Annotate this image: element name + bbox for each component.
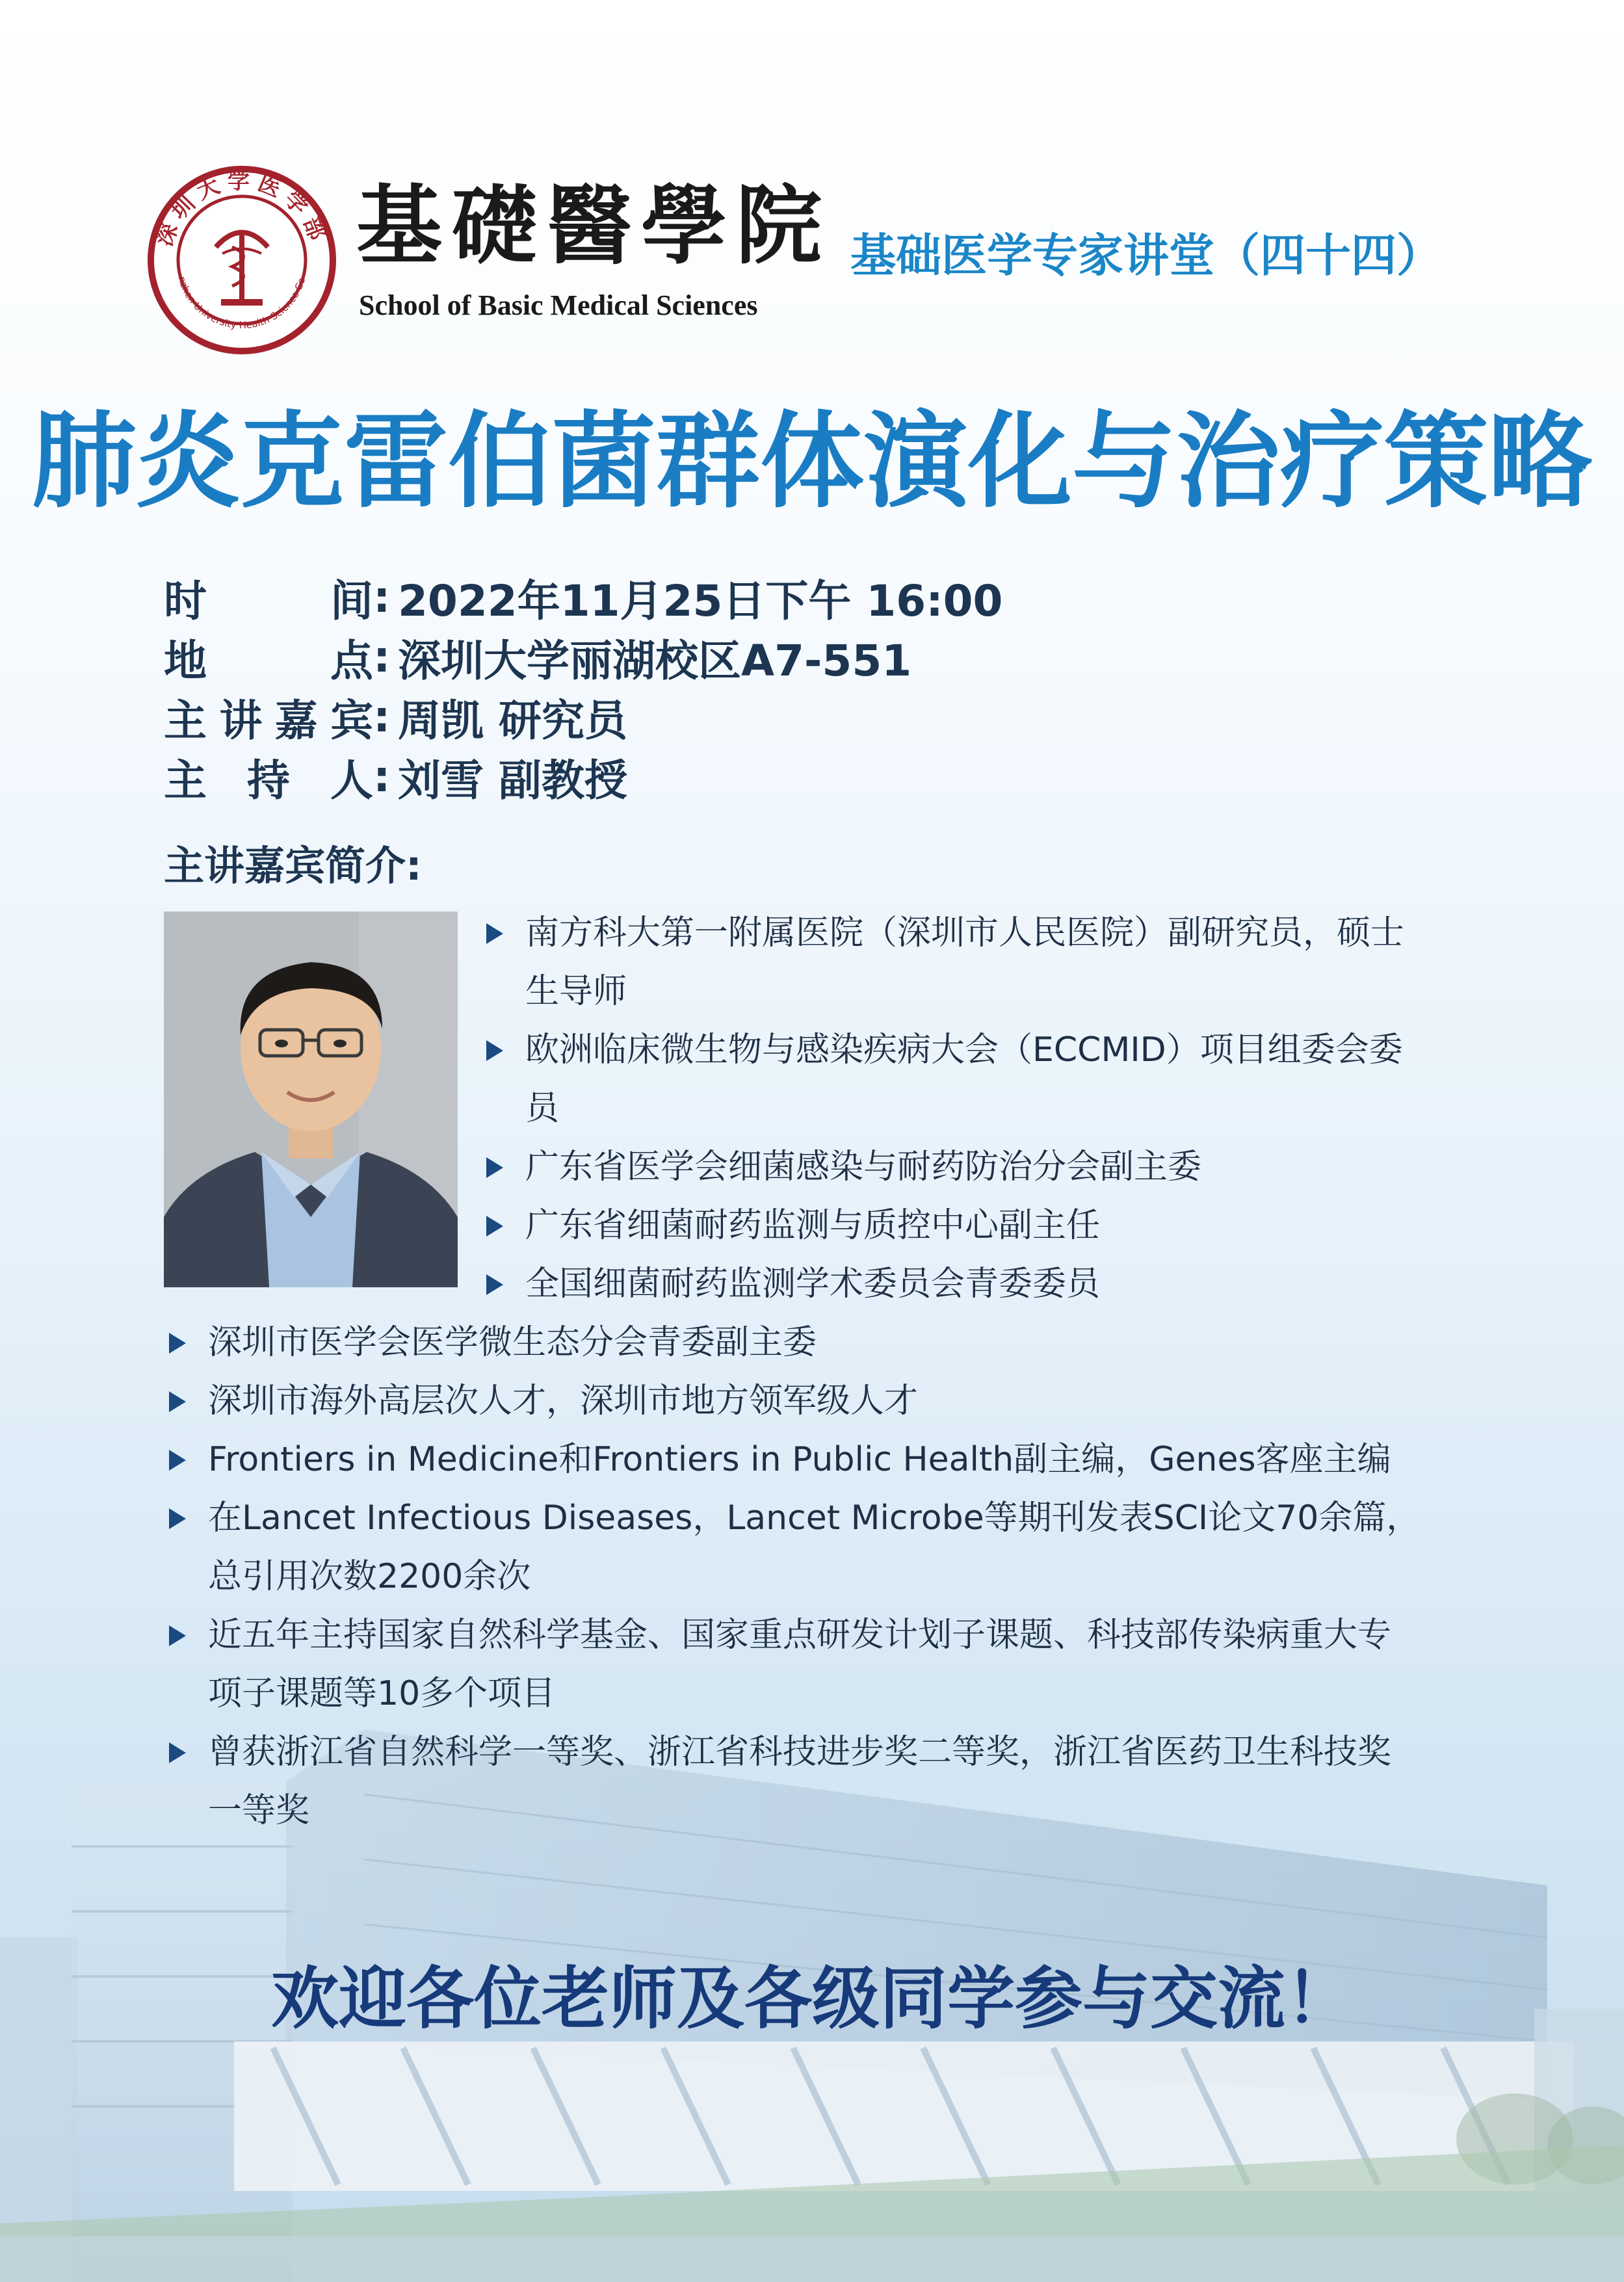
seal-text: 深圳大学医学部 [151, 168, 333, 250]
bio-list-item [525, 1255, 1539, 1313]
bio-list-item [208, 1489, 1541, 1606]
speaker-portrait-image [164, 911, 458, 1287]
bio-line: 广东省医学会细菌感染与耐药防治分会副主委 [525, 1148, 1202, 1187]
university-seal-icon [144, 163, 339, 358]
info-row-location [164, 627, 1529, 687]
bio-line: 总引用次数2200余次 [208, 1557, 531, 1596]
info-label: 地点 [164, 635, 373, 686]
triangle-bullet-icon [486, 923, 503, 944]
triangle-bullet-icon [169, 1742, 186, 1763]
bio-list-item [208, 1723, 1541, 1840]
bio-line: 曾获浙江省自然科学一等奖、浙江省科技进步奖二等奖，浙江省医药卫生科技奖 [208, 1733, 1392, 1772]
triangle-bullet-icon [486, 1157, 503, 1178]
university-seal-logo [144, 163, 339, 358]
bio-line: 项子课题等10多个项目 [208, 1674, 556, 1713]
bio-line: 南方科大第一附属医院（深圳市人民医院）副研究员，硕士 [525, 913, 1405, 952]
bio-list-item [525, 1138, 1539, 1196]
info-value: 刘雪 副教授 [398, 755, 627, 806]
school-name-chinese: 基礎醫學院 [356, 176, 831, 276]
bio-list-item [525, 1196, 1539, 1255]
bio-line: 深圳市海外高层次人才，深圳市地方领军级人才 [208, 1382, 919, 1421]
seal-text-en: nzhen University Health Science Ce [176, 274, 308, 332]
triangle-bullet-icon [486, 1216, 503, 1237]
bio-line: 欧洲临床微生物与感染疾病大会（ECCMID）项目组委会委 [525, 1030, 1403, 1069]
info-colon: : [373, 691, 391, 742]
bio-list-item [208, 1313, 1541, 1372]
info-colon: : [373, 571, 391, 622]
lecture-title: 肺炎克雷伯菌群体演化与治疗策略 [31, 400, 1592, 522]
triangle-bullet-icon [169, 1391, 186, 1412]
school-name-english: School of Basic Medical Sciences [359, 289, 758, 321]
info-label: 主讲嘉宾 [164, 695, 373, 746]
event-info [164, 567, 1529, 806]
triangle-bullet-icon [486, 1040, 503, 1061]
triangle-bullet-icon [486, 1274, 503, 1295]
info-label: 时间 [164, 575, 373, 626]
bio-list-item [208, 1430, 1541, 1489]
bio-line: 全国细菌耐药监测学术委员会青委委员 [525, 1265, 1101, 1304]
info-value: 深圳大学丽湖校区A7-551 [398, 635, 912, 686]
bio-line: 在Lancet Infectious Diseases，Lancet Microbe等期刊发表SCI论文70余篇， [208, 1499, 1421, 1538]
lecture-series-title: 基础医学专家讲堂（四十四） [850, 229, 1442, 282]
speaker-photo [164, 911, 458, 1287]
bio-line: 生导师 [525, 972, 627, 1011]
bio-list-item [208, 1372, 1541, 1430]
info-row-time [164, 567, 1529, 627]
triangle-bullet-icon [169, 1333, 186, 1354]
bio-line: 广东省细菌耐药监测与质控中心副主任 [525, 1206, 1101, 1245]
bio-list-item [525, 1021, 1539, 1138]
info-label: 主持人 [164, 755, 373, 806]
bio-line: Frontiers in Medicine和Frontiers in Public Health副主编，Genes客座主编 [208, 1440, 1391, 1479]
info-row-host [164, 746, 1529, 806]
bio-line: 近五年主持国家自然科学基金、国家重点研发计划子课题、科技部传染病重大专 [208, 1616, 1392, 1655]
speaker-bio-heading: 主讲嘉宾简介: [164, 842, 422, 889]
triangle-bullet-icon [169, 1508, 186, 1529]
info-value: 2022年11月25日下午 16:00 [398, 575, 1003, 626]
info-colon: : [373, 631, 391, 682]
info-value: 周凯 研究员 [398, 695, 627, 746]
bio-line: 深圳市医学会医学微生态分会青委副主委 [208, 1323, 817, 1362]
info-row-speaker [164, 687, 1529, 746]
bio-list-item [525, 904, 1539, 1021]
info-colon: : [373, 751, 391, 802]
triangle-bullet-icon [169, 1450, 186, 1471]
bio-line: 一等奖 [208, 1791, 310, 1830]
bio-line: 员 [525, 1089, 560, 1128]
closing-welcome-message: 欢迎各位老师及各级同学参与交流！ [270, 1959, 1353, 2038]
bio-list-item [208, 1606, 1541, 1723]
triangle-bullet-icon [169, 1625, 186, 1646]
